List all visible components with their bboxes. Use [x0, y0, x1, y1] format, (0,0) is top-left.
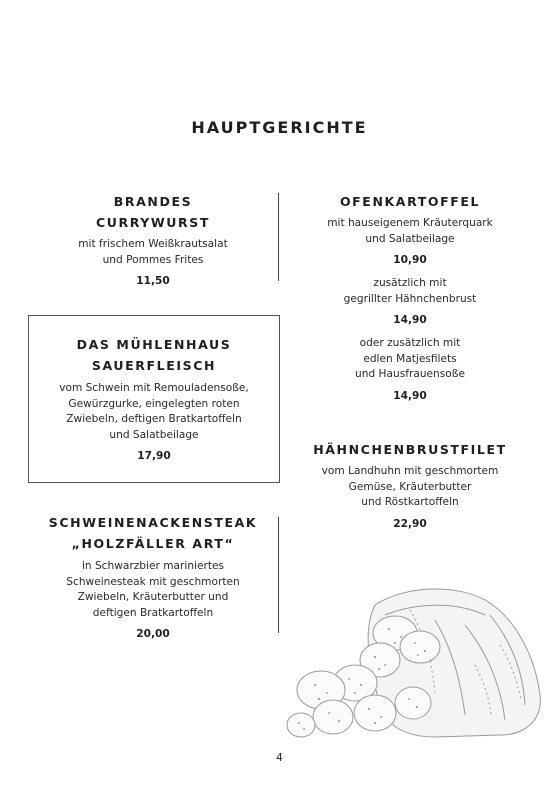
dish-name: [18, 512, 288, 554]
dish-price: 11,50: [136, 275, 170, 287]
dish-name-line: SCHWEINENACKENSTEAK: [48, 515, 258, 530]
desc-line: oder zusätzlich mit: [359, 337, 461, 349]
dish-description: [18, 237, 288, 268]
dish-name: OFENKARTOFFEL: [339, 194, 481, 209]
dish-name-line: BRANDES: [113, 194, 193, 209]
dish-name: HÄHNCHENBRUSTFILET: [313, 442, 507, 457]
desc-line: in Schwarzbier mariniertes: [81, 560, 225, 572]
dish-currywurst: [18, 191, 288, 287]
dish-price: 22,90: [393, 517, 427, 530]
dish-price: 17,90: [137, 450, 171, 462]
option-description: [290, 336, 530, 383]
dish-description: [18, 559, 288, 621]
desc-line: Zwiebeln, Kräuterbutter und: [77, 591, 229, 603]
dish-description: [290, 216, 530, 247]
page-number: 4: [276, 752, 283, 764]
desc-line: und Salatbeilage: [109, 428, 199, 441]
divider-line: [278, 193, 279, 281]
desc-line: und Röstkartoffeln: [361, 496, 459, 508]
desc-line: Gemüse, Kräuterbutter: [348, 480, 472, 493]
dish-description: [290, 464, 530, 511]
dish-description: [28, 381, 280, 443]
desc-line: Gewürzgurke, eingelegten roten: [68, 397, 240, 410]
desc-line: deftigen Bratkartoffeln: [92, 606, 214, 619]
dish-name-line: DAS MÜHLENHAUS: [76, 337, 232, 352]
desc-line: mit frischem Weißkrautsalat: [78, 238, 228, 250]
option-description: [290, 276, 530, 307]
desc-line: und Hausfrauensoße: [355, 368, 465, 380]
dish-name-line: „HOLZFÄLLER ART“: [71, 536, 235, 551]
option-price: 14,90: [393, 314, 427, 326]
desc-line: zusätzlich mit: [373, 277, 447, 289]
dish-ofenkartoffel: [290, 191, 530, 402]
dish-name-line: SAUERFLEISCH: [91, 358, 217, 373]
desc-line: und Pommes Frites: [102, 253, 204, 266]
desc-line: edlen Matjesfilets: [363, 352, 457, 365]
potato-sack-illustration: [285, 585, 547, 747]
dish-price: 10,90: [393, 254, 427, 266]
dish-sauerfleisch: [28, 334, 280, 462]
dish-name: [28, 334, 280, 376]
dish-name-line: CURRYWURST: [95, 215, 211, 230]
desc-line: gegrillter Hähnchenbrust: [343, 292, 477, 305]
section-title: HAUPTGERICHTE: [191, 118, 368, 137]
dish-name: [18, 191, 288, 233]
option-price: 14,90: [393, 389, 427, 402]
desc-line: vom Landhuhn mit geschmortem: [321, 465, 499, 477]
desc-line: vom Schwein mit Remouladensoße,: [59, 382, 249, 394]
desc-line: Schweinesteak mit geschmorten: [66, 575, 240, 588]
dish-price: 20,00: [136, 628, 170, 640]
desc-line: Zwiebeln, deftigen Bratkartoffeln: [66, 413, 242, 425]
desc-line: mit hauseigenem Kräuterquark: [327, 217, 493, 229]
dish-haehnchenbrustfilet: [290, 439, 530, 530]
desc-line: und Salatbeilage: [365, 232, 455, 245]
divider-line: [278, 517, 279, 633]
dish-nackensteak: [18, 512, 288, 640]
